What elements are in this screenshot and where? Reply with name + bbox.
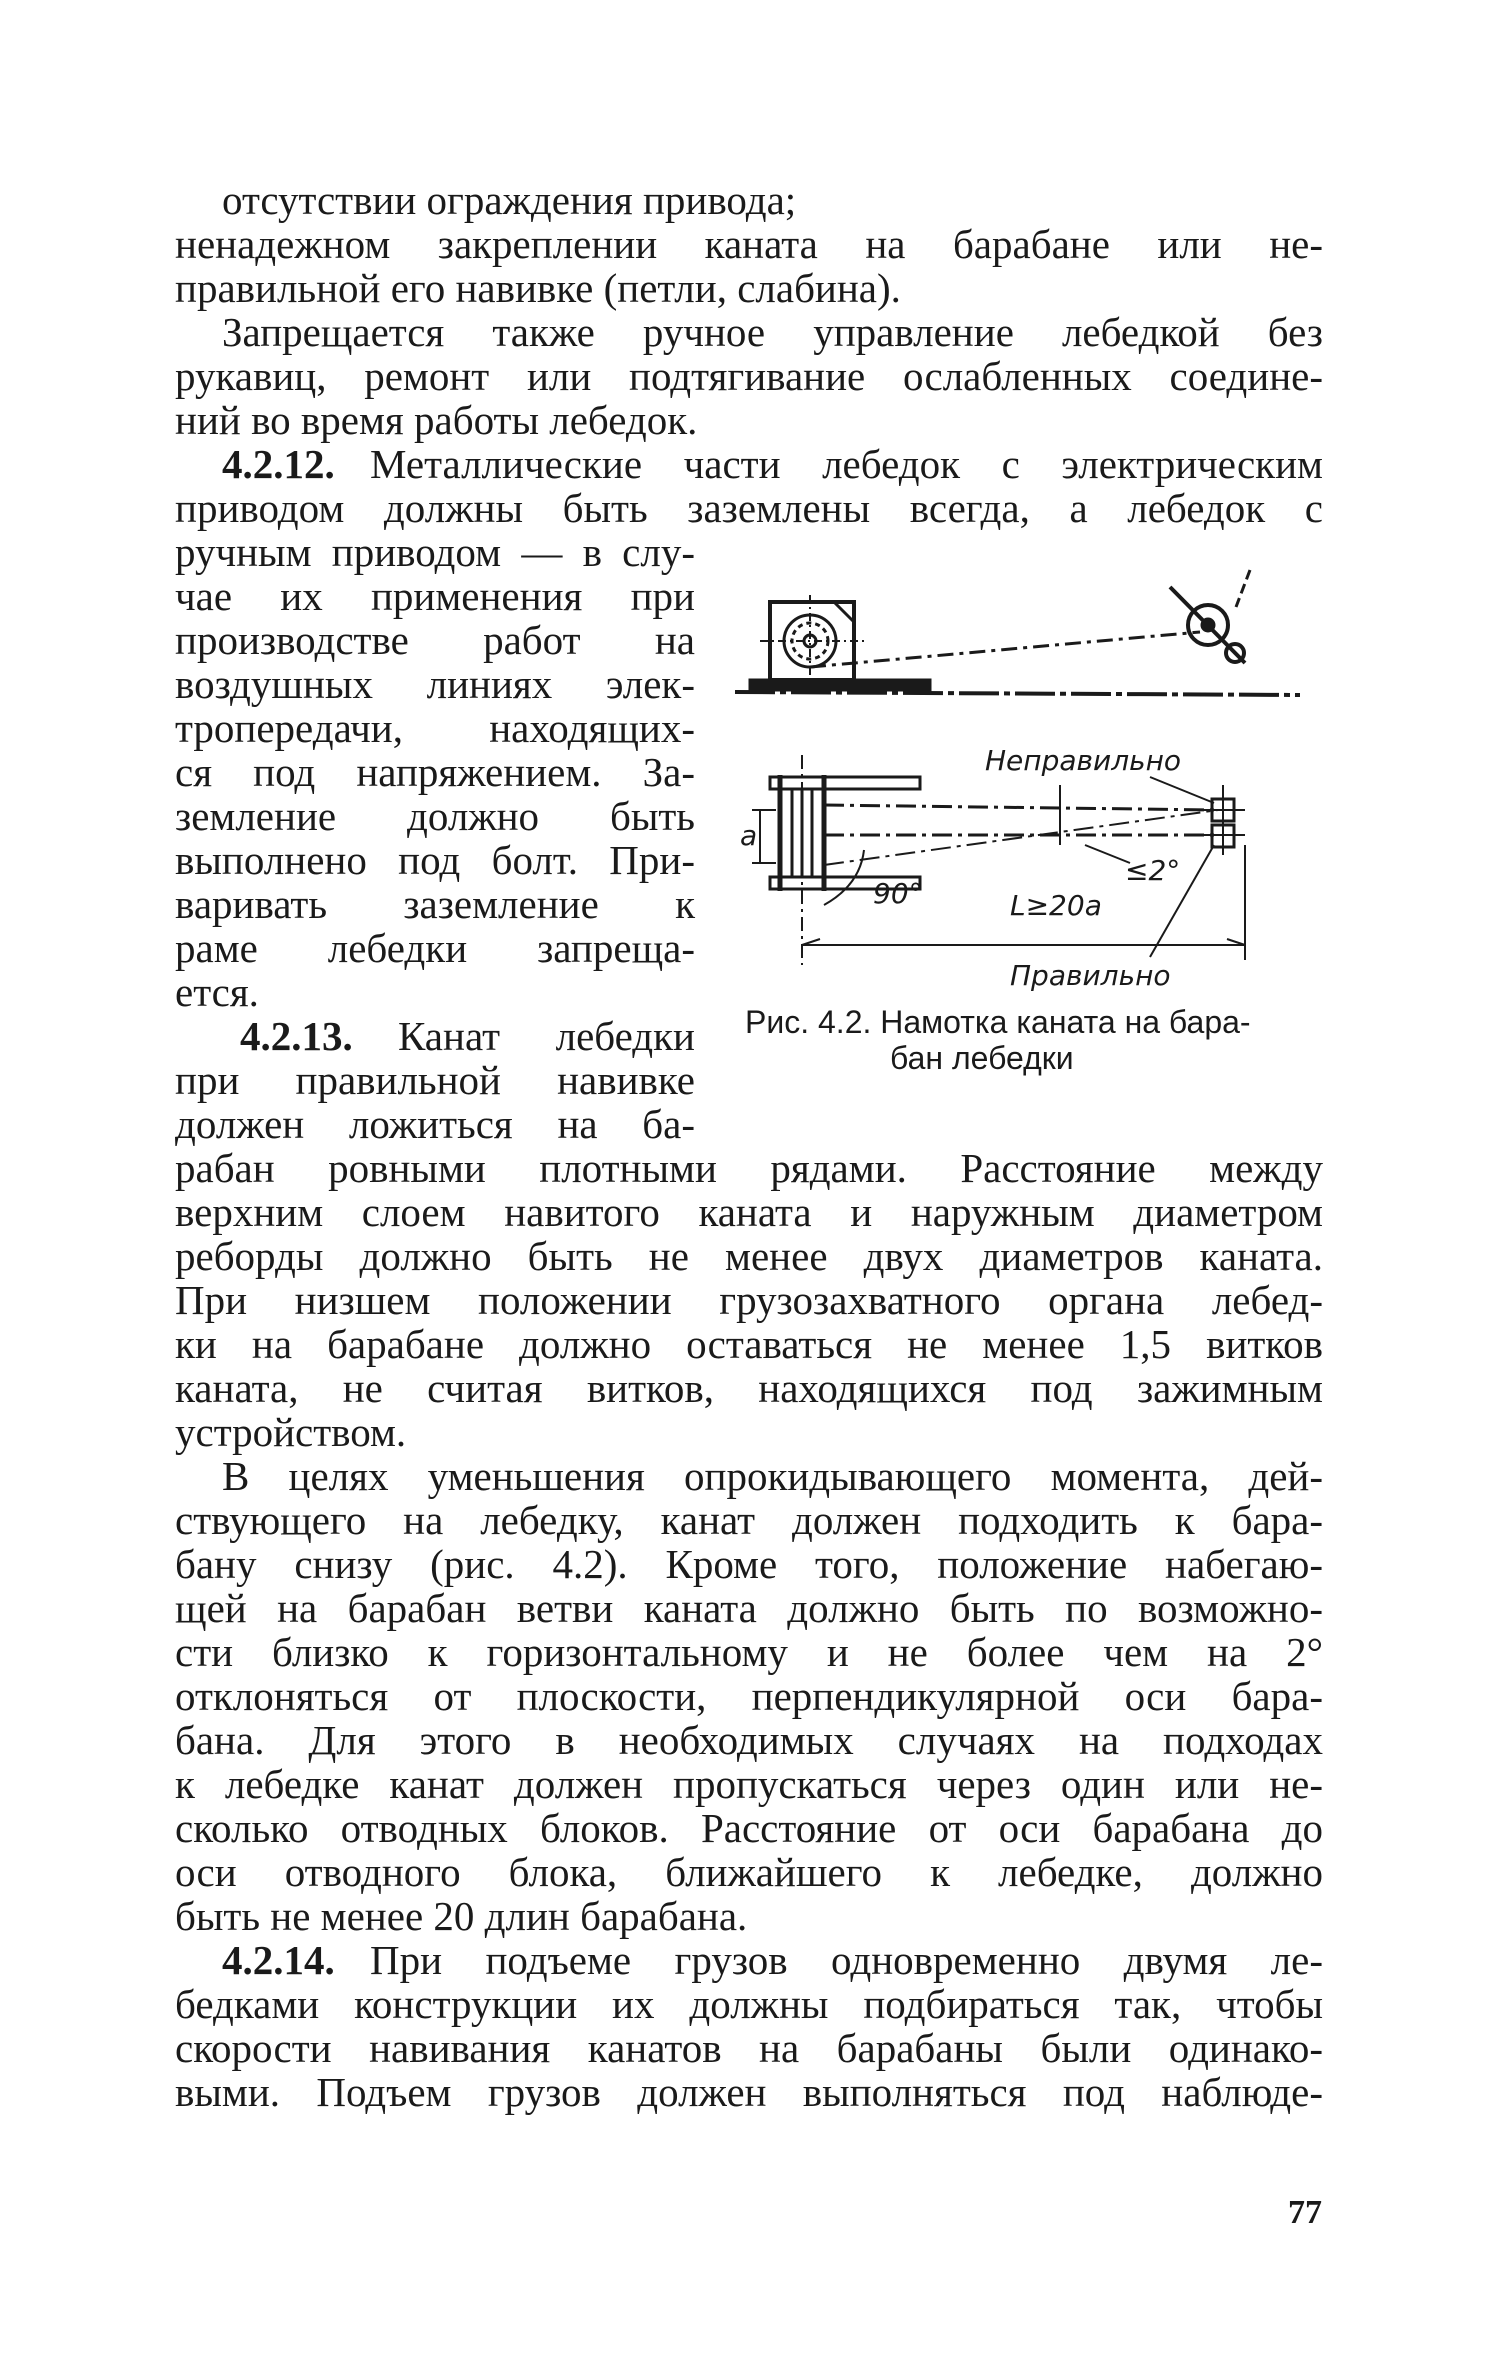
section-number: 4.2.13. <box>240 1013 353 1059</box>
text-line: к лебедке канат должен пропускаться через один или не- <box>175 1761 1323 1807</box>
figure-caption: Рис. 4.2. Намотка каната на бара- <box>745 1004 1251 1040</box>
text-line: ствующего на лебедку, канат должен подходить к бара- <box>175 1497 1323 1543</box>
text-line: отсутствии ограждения привода; <box>222 177 797 223</box>
frame-brace <box>834 602 854 622</box>
text-line: ненадежном закреплении каната на барабане или не- <box>175 221 1323 267</box>
page-number: 77 <box>1288 2194 1322 2231</box>
text-line: приводом должны быть заземлены всегда, а лебедок с <box>175 485 1323 531</box>
label-wrong: Неправильно <box>985 744 1182 777</box>
text-line: Металлические части лебедок с электрическим <box>370 441 1323 487</box>
text-line: скорости навивания канатов на барабаны были одинако- <box>175 2025 1323 2071</box>
text-line: правильной его навивке (петли, слабина). <box>175 265 901 311</box>
text-line: раме лебедки запреща- <box>175 925 695 971</box>
ground-line <box>735 692 1300 695</box>
text-line: При низшем положении грузозахватного органа лебед- <box>175 1277 1323 1323</box>
text-line: ся под напряжением. За- <box>175 749 695 795</box>
guide-block-axle <box>1170 587 1245 663</box>
label-a: a <box>740 819 758 852</box>
label-90: 90° <box>873 877 923 910</box>
text-line: ручным приводом — в слу- <box>175 529 695 575</box>
text-line: реборды должно быть не менее двух диаметров каната. <box>175 1233 1323 1279</box>
text-line: ний во время работы лебедок. <box>175 397 698 443</box>
section-number: 4.2.12. <box>222 441 335 487</box>
angle-leader <box>1085 845 1130 863</box>
text-line: щей на барабан ветви каната должно быть по возможно- <box>175 1585 1323 1631</box>
text-line: быть не менее 20 длин барабана. <box>175 1893 748 1939</box>
text-line: При подъеме грузов одновременно двумя ле- <box>370 1937 1323 1983</box>
drum-flange-top <box>770 777 920 789</box>
text-line: варивать заземление к <box>175 881 695 927</box>
winch-rope-diagram <box>730 545 1310 995</box>
text-line: рукавиц, ремонт или подтягивание ослабленных соедине- <box>175 353 1323 399</box>
leader-wrong <box>1150 777 1214 803</box>
text-line: отклоняться от плоскости, перпендикулярной оси бара- <box>175 1673 1323 1719</box>
figure-caption: бан лебедки <box>890 1040 1074 1076</box>
text-line: бедками конструкции их должны подбираться так, чтобы <box>175 1981 1323 2027</box>
text-line: должен ложиться на ба- <box>175 1101 695 1147</box>
pull-line <box>1236 570 1250 607</box>
text-line: верхним слоем навитого каната и наружным диаметром <box>175 1189 1323 1235</box>
text-line: чае их применения при <box>175 573 695 619</box>
text-line: производстве работ на <box>175 617 695 663</box>
text-line: земление должно быть <box>175 793 695 839</box>
label-L: L≥20a <box>1010 889 1102 922</box>
rope-wrong <box>824 805 1218 810</box>
text-line: при правильной навивке <box>175 1057 695 1103</box>
text-line: рабан ровными плотными рядами. Расстояние между <box>175 1145 1323 1191</box>
label-right: Правильно <box>1010 959 1171 992</box>
text-line: устройством. <box>175 1409 407 1455</box>
text-line: сколько отводных блоков. Расстояние от оси барабана до <box>175 1805 1323 1851</box>
base-plate <box>750 680 930 690</box>
text-line: воздушных линиях элек- <box>175 661 695 707</box>
label-le2: ≤2° <box>1125 854 1181 887</box>
text-line: выполнено под болт. При- <box>175 837 695 883</box>
text-line: каната, не считая витков, находящихся под зажимным <box>175 1365 1323 1411</box>
text-line: Канат лебедки <box>398 1013 695 1059</box>
text-line: В целях уменьшения опрокидывающего момента, дей- <box>222 1453 1323 1499</box>
text-line: Запрещается также ручное управление лебедкой без <box>222 309 1323 355</box>
text-line: ется. <box>175 969 259 1015</box>
text-line: бану снизу (рис. 4.2). Кроме того, положение набегаю- <box>175 1541 1323 1587</box>
text-line: сти близко к горизонтальному и не более чем на 2° <box>175 1629 1323 1675</box>
text-line: бана. Для этого в необходимых случаях на подходах <box>175 1717 1323 1763</box>
section-number: 4.2.14. <box>222 1937 335 1983</box>
text-line: оси отводного блока, ближайшего к лебедке, должно <box>175 1849 1323 1895</box>
rope-line <box>810 632 1200 667</box>
text-line: тропередачи, находящих- <box>175 705 695 751</box>
text-line: выми. Подъем грузов должен выполняться под наблюде- <box>175 2069 1323 2115</box>
text-line: ки на барабане должно оставаться не менее 1,5 витков <box>175 1321 1323 1367</box>
